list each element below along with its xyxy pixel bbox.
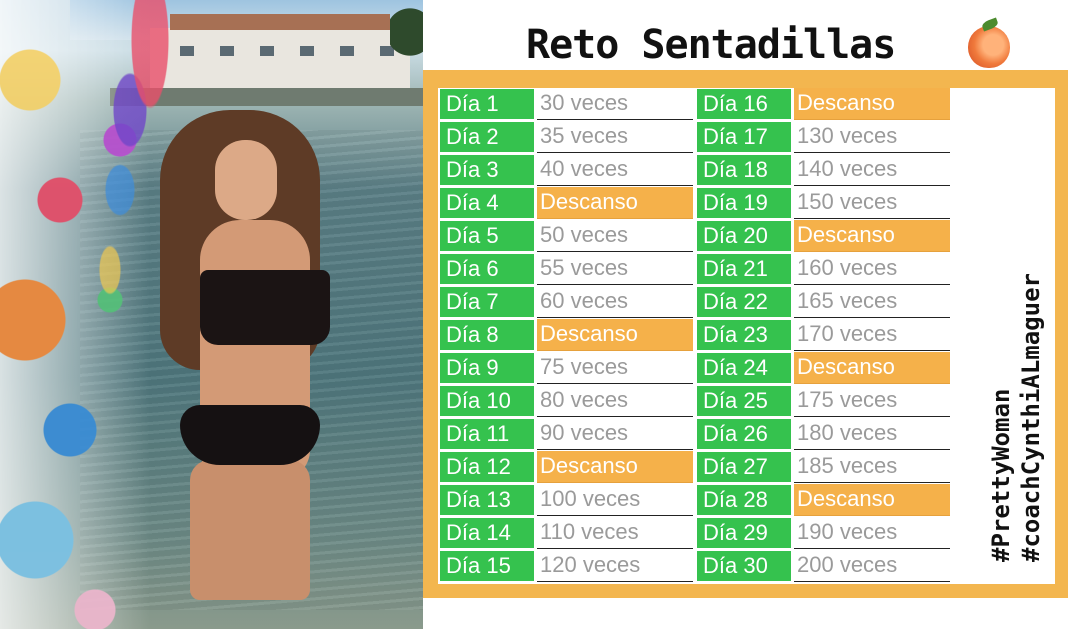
day-row [697,385,950,418]
day-column-right [697,88,950,583]
reps-value: 90 veces [537,418,693,450]
day-label: Día 19 [697,188,791,218]
reps-value: 130 veces [794,121,950,153]
rest-day-value: Descanso [794,484,950,516]
day-label: Día 17 [697,122,791,152]
reps-value: 185 veces [794,451,950,483]
reps-value: 75 veces [537,352,693,384]
reps-value: 170 veces [794,319,950,351]
reps-value: 140 veces [794,154,950,186]
day-label: Día 2 [440,122,534,152]
reps-value: 175 veces [794,385,950,417]
reps-value: 80 veces [537,385,693,417]
day-row [697,550,950,583]
day-row [697,286,950,319]
day-row [697,187,950,220]
day-label: Día 13 [440,485,534,515]
day-row [440,385,693,418]
day-row [440,451,693,484]
day-label: Día 18 [697,155,791,185]
day-row [440,319,693,352]
day-label: Día 25 [697,386,791,416]
reps-value: 180 veces [794,418,950,450]
day-label: Día 20 [697,221,791,251]
day-row [697,484,950,517]
reps-value: 30 veces [537,88,693,120]
day-row [440,88,693,121]
day-row [697,451,950,484]
day-label: Día 22 [697,287,791,317]
peach-icon [968,26,1010,68]
reps-value: 165 veces [794,286,950,318]
day-label: Día 16 [697,89,791,119]
day-row [440,121,693,154]
day-label: Día 5 [440,221,534,251]
day-row [697,352,950,385]
day-label: Día 26 [697,419,791,449]
color-splash-decoration [90,0,230,330]
day-row [697,220,950,253]
day-label: Día 21 [697,254,791,284]
day-label: Día 11 [440,419,534,449]
hashtags [986,82,1046,562]
day-row [697,418,950,451]
day-label: Día 7 [440,287,534,317]
rest-day-value: Descanso [537,319,693,351]
day-label: Día 15 [440,551,534,581]
day-row [440,253,693,286]
day-row [440,418,693,451]
day-label: Día 29 [697,518,791,548]
hashtag-coach: #coachCynthiALmaguer [1017,273,1045,562]
reps-value: 200 veces [794,550,950,582]
day-label: Día 10 [440,386,534,416]
rest-day-value: Descanso [537,451,693,483]
day-row [697,88,950,121]
day-row [440,517,693,550]
day-row [440,352,693,385]
reps-value: 40 veces [537,154,693,186]
day-row [440,484,693,517]
beach-photo [0,0,423,629]
day-label: Día 3 [440,155,534,185]
reps-value: 60 veces [537,286,693,318]
day-label: Día 14 [440,518,534,548]
day-row [697,517,950,550]
reps-value: 160 veces [794,253,950,285]
hashtag-pretty-woman: #PrettyWoman [987,388,1015,562]
rest-day-value: Descanso [794,88,950,120]
day-row [697,121,950,154]
rest-day-value: Descanso [794,352,950,384]
day-row [697,319,950,352]
reps-value: 120 veces [537,550,693,582]
reps-value: 55 veces [537,253,693,285]
day-row [697,154,950,187]
palm-tree [390,0,423,80]
day-label: Día 27 [697,452,791,482]
day-row [697,253,950,286]
reps-value: 50 veces [537,220,693,252]
rest-day-value: Descanso [794,220,950,252]
day-label: Día 28 [697,485,791,515]
day-row [440,187,693,220]
reps-value: 35 veces [537,121,693,153]
day-label: Día 8 [440,320,534,350]
day-row [440,154,693,187]
page-title: Reto Sentadillas [526,22,896,68]
day-row [440,220,693,253]
day-row [440,550,693,583]
day-label: Día 12 [440,452,534,482]
day-column-left [440,88,693,583]
reps-value: 110 veces [537,517,693,549]
rest-day-value: Descanso [537,187,693,219]
day-label: Día 24 [697,353,791,383]
reps-value: 150 veces [794,187,950,219]
reps-value: 100 veces [537,484,693,516]
reps-value: 190 veces [794,517,950,549]
day-label: Día 9 [440,353,534,383]
day-label: Día 6 [440,254,534,284]
day-row [440,286,693,319]
day-label: Día 30 [697,551,791,581]
day-label: Día 4 [440,188,534,218]
day-label: Día 1 [440,89,534,119]
day-label: Día 23 [697,320,791,350]
